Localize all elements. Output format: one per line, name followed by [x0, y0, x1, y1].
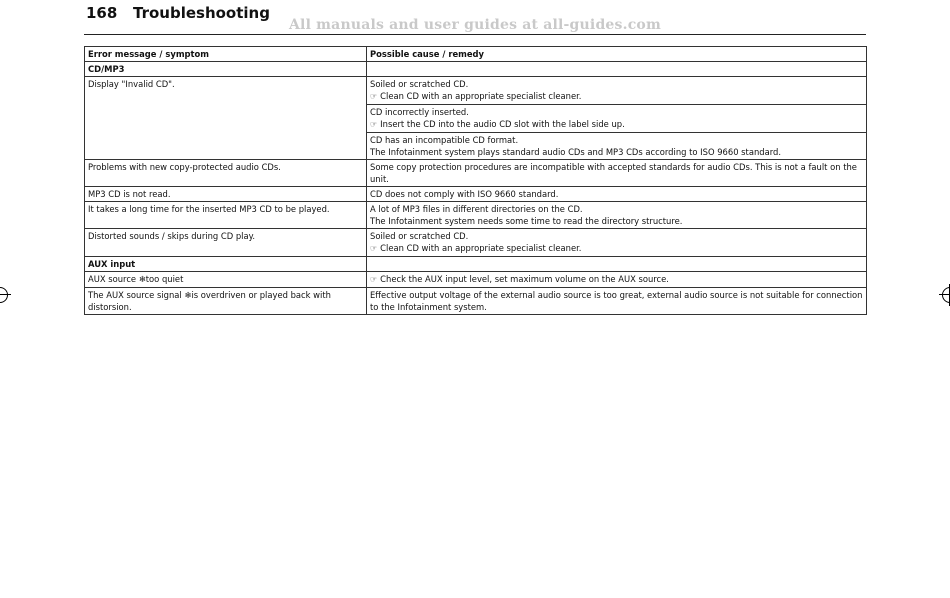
pointing-hand-icon: ☞ [370, 120, 378, 129]
note-text: The Infotainment system needs some time to read the directory structure. [370, 216, 683, 226]
symptom-text: too quiet [145, 274, 184, 284]
note-text: The Infotainment system plays standard audio CDs and MP3 CDs according to ISO 9660 standard. [370, 147, 781, 157]
remedy-cell [367, 202, 867, 229]
remedy-cell: CD does not comply with ISO 9660 standard. [367, 187, 867, 202]
pointing-hand-icon: ☞ [370, 275, 378, 284]
column-header-remedy: Possible cause / remedy [367, 47, 867, 62]
section-empty-cell [367, 257, 867, 272]
section-label-cd: CD/MP3 [85, 62, 367, 77]
symptom-cell [85, 288, 367, 315]
remedy-text: Check the AUX input level, set maximum volume on the AUX source. [380, 274, 669, 284]
page-title: Troubleshooting [133, 4, 270, 22]
remedy-line [370, 242, 863, 255]
snowflake-icon: ❄ [184, 290, 192, 300]
table-row [85, 229, 867, 257]
table-row [85, 272, 867, 288]
remedy-cell [367, 133, 867, 160]
remedy-cell: Effective output voltage of the external audio source is too great, external audio source is not suitable for connection to the Infotainment system. [367, 288, 867, 315]
header-rule [84, 34, 866, 35]
symptom-cell: Display "Invalid CD". [85, 77, 367, 160]
remedy-text: Clean CD with an appropriate specialist cleaner. [380, 243, 582, 253]
cause-text: Soiled or scratched CD. [370, 231, 469, 241]
section-label-aux: AUX input [85, 257, 367, 272]
remedy-cell [367, 105, 867, 133]
column-header-symptom: Error message / symptom [85, 47, 367, 62]
symptom-cell [85, 272, 367, 288]
pointing-hand-icon: ☞ [370, 244, 378, 253]
symptom-cell: It takes a long time for the inserted MP3 CD to be played. [85, 202, 367, 229]
cause-text: CD incorrectly inserted. [370, 107, 469, 117]
symptom-cell: MP3 CD is not read. [85, 187, 367, 202]
cause-text: Soiled or scratched CD. [370, 79, 469, 89]
table-row [85, 77, 867, 105]
remedy-text: Clean CD with an appropriate specialist cleaner. [380, 91, 582, 101]
watermark: All manuals and user guides at all-guides.com [289, 17, 661, 33]
symptom-text: The AUX source signal [88, 290, 185, 300]
table-row [85, 187, 867, 202]
section-row-aux [85, 257, 867, 272]
remedy-cell: Some copy protection procedures are incompatible with accepted standards for audio CDs. This is not a fault on the unit. [367, 160, 867, 187]
section-row-cd [85, 62, 867, 77]
snowflake-icon: ❄ [138, 274, 146, 284]
symptom-cell: Distorted sounds / skips during CD play. [85, 229, 367, 257]
symptom-text: is overdriven or played back with distorsion. [88, 290, 331, 312]
section-empty-cell [367, 62, 867, 77]
symptom-cell: Problems with new copy-protected audio CDs. [85, 160, 367, 187]
symptom-text: AUX source [88, 274, 139, 284]
cause-text: CD has an incompatible CD format. [370, 135, 519, 145]
table-header-row [85, 47, 867, 62]
table-row [85, 288, 867, 315]
table-row [85, 160, 867, 187]
remedy-cell [367, 229, 867, 257]
remedy-text: Insert the CD into the audio CD slot with the label side up. [380, 119, 625, 129]
remedy-cell [367, 272, 867, 288]
registration-mark-icon [942, 287, 950, 303]
cause-text: A lot of MP3 files in different directories on the CD. [370, 204, 583, 214]
page-number: 168 [86, 4, 118, 22]
troubleshooting-table [84, 46, 867, 315]
remedy-cell [367, 77, 867, 105]
remedy-line [370, 90, 863, 103]
table-row [85, 202, 867, 229]
remedy-line [370, 118, 863, 131]
registration-mark-icon [0, 287, 8, 303]
pointing-hand-icon: ☞ [370, 92, 378, 101]
